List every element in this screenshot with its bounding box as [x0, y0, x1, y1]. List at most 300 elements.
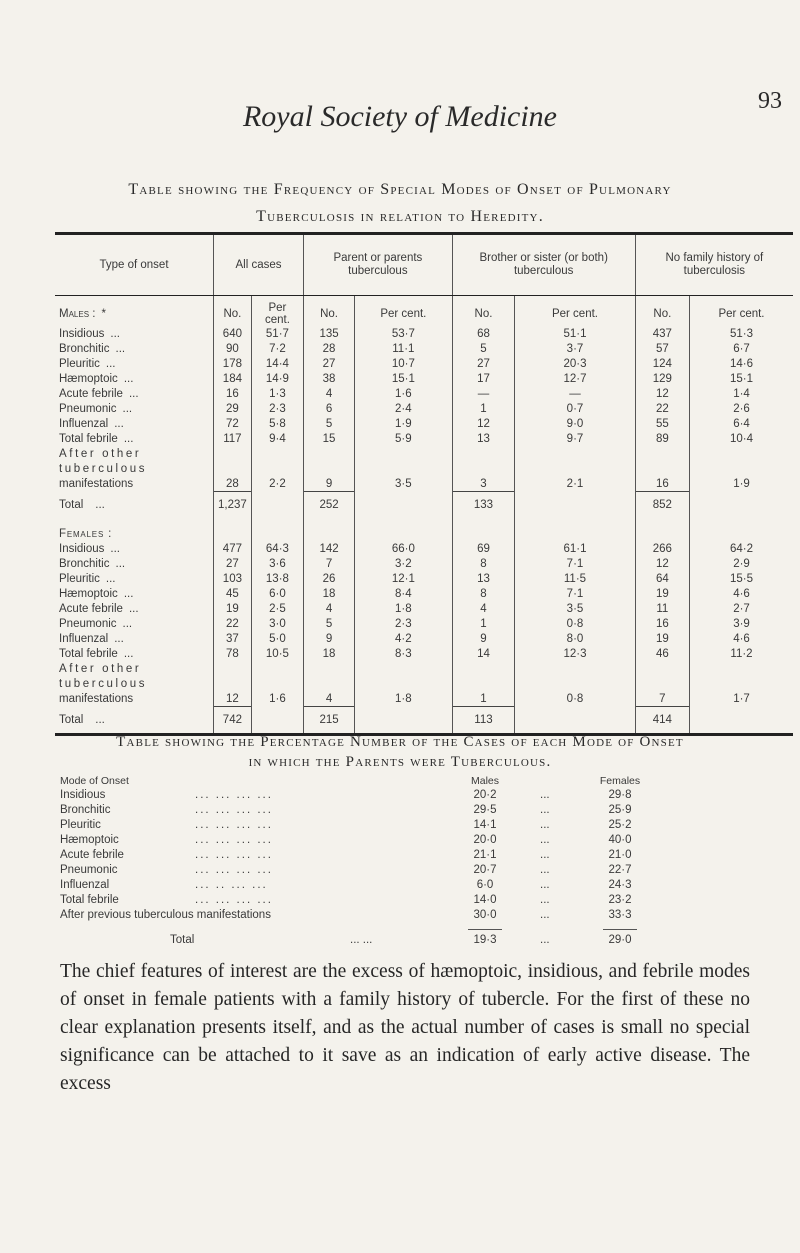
percentage-row-label: Hæmoptoic — [60, 834, 119, 846]
table-row — [55, 386, 793, 401]
percentage-row-dots: ... — [540, 849, 550, 861]
table-cell: 8·0 — [515, 631, 635, 646]
table-cell: 15 — [304, 431, 355, 446]
subheader-row — [55, 296, 793, 327]
table-cell: 61·1 — [515, 541, 635, 556]
row-label — [55, 401, 214, 416]
row-label-text: Pleuritic — [59, 357, 100, 370]
females-label: Females : — [59, 527, 113, 540]
table-cell: 9 — [452, 631, 515, 646]
table-cell: 124 — [635, 356, 689, 371]
percentage-row-leader: ... ... ... ... — [195, 819, 273, 831]
table-cell: 6·7 — [690, 341, 794, 356]
table-cell: 9·0 — [515, 416, 635, 431]
row-label — [55, 326, 214, 341]
total-cell: 852 — [635, 492, 689, 519]
table-cell: 1·6 — [251, 691, 303, 707]
table-cell: 12 — [214, 691, 252, 707]
percentage-row-label: Bronchitic — [60, 804, 111, 816]
table-cell: 15·1 — [355, 371, 453, 386]
row-label — [55, 431, 214, 446]
percentage-row-dots: ... — [540, 834, 550, 846]
row-label-dots: ... — [123, 372, 134, 385]
table-cell: 11·2 — [690, 646, 794, 661]
table-cell: 178 — [214, 356, 252, 371]
table-cell — [515, 461, 635, 476]
table-cell: 1 — [452, 616, 515, 631]
table-row — [55, 691, 793, 707]
percentage-row-males: 21·1 — [473, 849, 497, 861]
table-cell: 8 — [452, 586, 515, 601]
table-cell: 10·4 — [690, 431, 794, 446]
table-cell — [214, 461, 252, 476]
table-cell: 142 — [304, 541, 355, 556]
percentage-row — [60, 878, 740, 893]
table-cell: 1·9 — [690, 476, 794, 492]
table-cell: 6 — [304, 401, 355, 416]
table-cell: 184 — [214, 371, 252, 386]
row-label-dots: ... — [123, 587, 134, 600]
percentage-row — [60, 863, 740, 878]
table-cell: 0·8 — [515, 616, 635, 631]
head-females: Females — [599, 775, 641, 787]
table-cell: 3·7 — [515, 341, 635, 356]
table-cell: 6·4 — [690, 416, 794, 431]
percentage-row-label: Influenzal — [60, 879, 110, 891]
row-label-text: Acute febrile — [59, 387, 123, 400]
percentage-total-row — [60, 933, 740, 948]
table-cell: 2·4 — [355, 401, 453, 416]
row-label — [55, 541, 214, 556]
total-empty — [251, 707, 303, 735]
row-label-dots: ... — [128, 602, 139, 615]
row-label-text: Insidious — [59, 542, 105, 555]
percentage-row-females: 33·3 — [608, 909, 632, 921]
row-label-dots: ... — [123, 647, 134, 660]
row-label-l3: manifestations — [59, 692, 134, 705]
percentage-row-females: 29·8 — [608, 789, 632, 801]
table-cell: 18 — [304, 646, 355, 661]
percentage-row — [60, 833, 740, 848]
total-label-text: Total — [59, 498, 84, 511]
percentage-row-males: 14·0 — [473, 894, 497, 906]
table-cell — [452, 676, 515, 691]
row-label-dots: ... — [115, 342, 126, 355]
males-label: Males : — [59, 308, 96, 320]
row-label — [55, 556, 214, 571]
table-cell: 117 — [214, 431, 252, 446]
section-empty — [452, 518, 515, 541]
subheader-per-cent: Per cent. — [355, 296, 453, 327]
table-cell — [304, 676, 355, 691]
row-label — [55, 341, 214, 356]
table-cell: 3 — [452, 476, 515, 492]
table-row — [55, 556, 793, 571]
row-label-text: Pneumonic — [59, 617, 117, 630]
table-cell — [251, 676, 303, 691]
table-cell: 37 — [214, 631, 252, 646]
percentage-row-dots: ... — [540, 804, 550, 816]
table-cell: 437 — [635, 326, 689, 341]
percentage-row-dots: ... — [540, 789, 550, 801]
total-empty — [355, 707, 453, 735]
table-cell: 9 — [304, 631, 355, 646]
table2-caption — [0, 732, 800, 772]
row-label-text: Bronchitic — [59, 342, 110, 355]
males-mark: * — [101, 308, 106, 320]
table-cell: 12·3 — [515, 646, 635, 661]
table-cell: 9 — [304, 476, 355, 492]
percentage-row-leader: ... ... ... ... — [195, 849, 273, 861]
table-row — [55, 601, 793, 616]
table-cell: 129 — [635, 371, 689, 386]
percentage-row-label: Insidious — [60, 789, 106, 801]
table-cell — [251, 446, 303, 461]
percentage-row-leader: ... ... ... ... — [195, 894, 273, 906]
percentage-row-females: 21·0 — [608, 849, 632, 861]
row-label — [55, 386, 214, 401]
table-cell: 7·2 — [251, 341, 303, 356]
table-cell: 51·7 — [251, 326, 303, 341]
table-cell — [635, 446, 689, 461]
table-cell: 11·1 — [355, 341, 453, 356]
females-total-rule — [603, 929, 637, 930]
table-row — [55, 646, 793, 661]
table-row — [55, 416, 793, 431]
table-cell: 72 — [214, 416, 252, 431]
table-cell: 4·2 — [355, 631, 453, 646]
percentage-row-males: 30·0 — [473, 909, 497, 921]
percentage-row-males: 14·1 — [473, 819, 497, 831]
table-cell: 27 — [214, 556, 252, 571]
table-row — [55, 326, 793, 341]
percentage-row-label: Acute febrile — [60, 849, 124, 861]
table-cell: — — [452, 386, 515, 401]
table2-caption-line1: Table showing the Percentage Number of the Cases of each Mode of Onset — [116, 734, 684, 750]
table-cell — [355, 676, 453, 691]
table-row — [55, 631, 793, 646]
table-cell: 3·5 — [515, 601, 635, 616]
percentage-row-males: 29·5 — [473, 804, 497, 816]
row-label-dots: ... — [122, 402, 133, 415]
percentage-row-males: 20·0 — [473, 834, 497, 846]
percentage-row-label: Pleuritic — [60, 819, 101, 831]
percentage-row-males: 6·0 — [476, 879, 494, 891]
total-cell: 1,237 — [214, 492, 252, 519]
table-cell: 5·9 — [355, 431, 453, 446]
total-row — [55, 492, 793, 519]
percentage-row-label: Pneumonic — [60, 864, 118, 876]
table-cell: 12 — [635, 386, 689, 401]
table-cell: 640 — [214, 326, 252, 341]
percentage-row-males: 20·7 — [473, 864, 497, 876]
row-label-text: Influenzal — [59, 632, 109, 645]
percentage-row — [60, 848, 740, 863]
head-males: Males — [470, 775, 499, 787]
table-cell — [304, 461, 355, 476]
table-cell: 17 — [452, 371, 515, 386]
percentage-row-females: 22·7 — [608, 864, 632, 876]
total-empty — [690, 707, 794, 735]
table-cell: 4 — [304, 691, 355, 707]
table-cell: 0·7 — [515, 401, 635, 416]
row-label-dots: ... — [105, 572, 116, 585]
males-section-label — [55, 296, 214, 327]
table-cell: 103 — [214, 571, 252, 586]
table-cell: 38 — [304, 371, 355, 386]
table-cell: 2·7 — [690, 601, 794, 616]
table-row — [55, 541, 793, 556]
table-cell: 15·5 — [690, 571, 794, 586]
percentage-row — [60, 803, 740, 818]
table-row — [55, 476, 793, 492]
total-cell: 252 — [304, 492, 355, 519]
table-cell: 4 — [304, 601, 355, 616]
row-label-text: Pneumonic — [59, 402, 117, 415]
table-cell: 4 — [452, 601, 515, 616]
table-cell: 16 — [635, 616, 689, 631]
page-number: 93 — [758, 88, 782, 114]
table-cell: 3·9 — [690, 616, 794, 631]
table-cell: 13 — [452, 431, 515, 446]
total-empty — [515, 492, 635, 519]
table-cell: 11 — [635, 601, 689, 616]
table-cell: 1 — [452, 691, 515, 707]
table-cell: 4·6 — [690, 631, 794, 646]
table-cell: 6·0 — [251, 586, 303, 601]
percentage-row-label: Total febrile — [60, 894, 119, 906]
percentage-row-females: 24·3 — [608, 879, 632, 891]
row-label-dots: ... — [105, 357, 116, 370]
table-cell: 5·8 — [251, 416, 303, 431]
total-empty — [515, 707, 635, 735]
table-cell: 7·1 — [515, 586, 635, 601]
section-empty — [515, 518, 635, 541]
table-cell: 1·4 — [690, 386, 794, 401]
table-cell: 14 — [452, 646, 515, 661]
table-cell: 45 — [214, 586, 252, 601]
table-cell: 8 — [452, 556, 515, 571]
table-cell: 10·7 — [355, 356, 453, 371]
table-cell: 51·1 — [515, 326, 635, 341]
table-cell: 4·6 — [690, 586, 794, 601]
running-title: Royal Society of Medicine — [242, 100, 558, 133]
table-cell: 1·9 — [355, 416, 453, 431]
table-cell: 3·0 — [251, 616, 303, 631]
table-cell: 2·1 — [515, 476, 635, 492]
table-row — [55, 571, 793, 586]
table-cell: 7 — [304, 556, 355, 571]
body-paragraph: The chief features of interest are the excess of hæmoptoic, insidious, and febrile modes of onset in female patients with a family history of tubercle. For the first of these no clear explanation presents itself, and as the actual number of cases is small no special significance can be attached to it save as an indication of early active disease. The excess — [60, 961, 750, 1094]
table-cell: 3·6 — [251, 556, 303, 571]
table-cell: 10·5 — [251, 646, 303, 661]
col-all-cases: All cases — [214, 234, 304, 296]
percentage-row-dots: ... — [540, 894, 550, 906]
table-cell — [690, 446, 794, 461]
percentage-row — [60, 908, 740, 923]
table-cell: 29 — [214, 401, 252, 416]
table-cell — [515, 676, 635, 691]
table-cell — [214, 676, 252, 691]
row-label-text: Hæmoptoic — [59, 372, 118, 385]
table1-caption — [0, 176, 800, 230]
total-cell: 414 — [635, 707, 689, 735]
table-cell — [515, 446, 635, 461]
row-label-text: Acute febrile — [59, 602, 123, 615]
percentage-row-label: After previous tuberculous manifestations — [60, 909, 271, 921]
total-cell: 742 — [214, 707, 252, 735]
row-label-dots: ... — [114, 417, 124, 430]
total-row — [55, 707, 793, 735]
table-cell: 1·8 — [355, 691, 453, 707]
total-label-dots: ... — [95, 713, 105, 726]
head-mode-of-onset: Mode of Onset — [60, 775, 129, 787]
table-cell: 28 — [304, 341, 355, 356]
table-cell: 5·0 — [251, 631, 303, 646]
table2-caption-line2: in which the Parents were Tuberculous. — [248, 754, 552, 770]
table-cell: 22 — [214, 616, 252, 631]
table-cell: 89 — [635, 431, 689, 446]
section-empty — [251, 518, 303, 541]
row-label — [55, 571, 214, 586]
row-label-text: Insidious — [59, 327, 105, 340]
section-empty — [690, 518, 794, 541]
percentage-total-males: 19·3 — [473, 934, 497, 946]
row-label-l1: After other — [59, 662, 142, 675]
table-cell: 1·6 — [355, 386, 453, 401]
table-cell — [690, 676, 794, 691]
table-cell: 55 — [635, 416, 689, 431]
row-label-dots: ... — [110, 327, 120, 340]
total-empty — [690, 492, 794, 519]
row-label-text: Total febrile — [59, 432, 118, 445]
total-cell: 113 — [452, 707, 515, 735]
table-cell: 15·1 — [690, 371, 794, 386]
table-cell — [635, 661, 689, 676]
table-cell — [690, 461, 794, 476]
table-cell: 1 — [452, 401, 515, 416]
table-cell: 16 — [214, 386, 252, 401]
table-cell — [515, 661, 635, 676]
total-empty — [355, 492, 453, 519]
table-cell: 8·3 — [355, 646, 453, 661]
row-label — [55, 631, 214, 646]
row-label — [55, 646, 214, 661]
table-cell: 53·7 — [355, 326, 453, 341]
table-row — [55, 586, 793, 601]
percentage-row-leader: ... .. ... ... — [195, 879, 268, 891]
table-cell: 266 — [635, 541, 689, 556]
page-header — [0, 88, 800, 140]
table-cell: 4 — [304, 386, 355, 401]
table-row — [55, 371, 793, 386]
row-label — [55, 586, 214, 601]
table-row — [55, 341, 793, 356]
table-row — [55, 461, 793, 476]
table-cell: 5 — [304, 616, 355, 631]
percentage-row-females: 23·2 — [608, 894, 632, 906]
row-label-l1: After other — [59, 447, 142, 460]
percentage-row-dots: ... — [540, 819, 550, 831]
table-cell: 477 — [214, 541, 252, 556]
table1-caption-line1: Table showing the Frequency of Special Modes of Onset of Pulmonary — [128, 181, 672, 198]
table-row — [55, 446, 793, 461]
table-cell: 90 — [214, 341, 252, 356]
percentage-row-dots: ... — [540, 879, 550, 891]
table-cell — [355, 661, 453, 676]
percentage-row — [60, 788, 740, 803]
percentage-row-males: 20·2 — [473, 789, 497, 801]
col-sibling-tuberculous: Brother or sister (or both) tuberculous — [452, 234, 635, 296]
table-cell — [214, 446, 252, 461]
table-cell: 13 — [452, 571, 515, 586]
table-cell: 64·3 — [251, 541, 303, 556]
table-cell: 12 — [452, 416, 515, 431]
frequency-table-body — [55, 296, 793, 735]
percentage-row-females: 40·0 — [608, 834, 632, 846]
females-section-row — [55, 518, 793, 541]
table-cell: 14·9 — [251, 371, 303, 386]
subheader-per-cent: Per cent. — [690, 296, 794, 327]
percentage-table-body — [60, 788, 740, 923]
table-cell: 8·4 — [355, 586, 453, 601]
subheader-no: No. — [304, 296, 355, 327]
table-cell: 2·3 — [355, 616, 453, 631]
table-cell: 18 — [304, 586, 355, 601]
row-label-l2: tuberculous — [59, 462, 148, 475]
table-cell — [452, 661, 515, 676]
table-header-row — [55, 234, 793, 296]
row-label-dots: ... — [122, 617, 133, 630]
table1-caption-line2: Tuberculosis in relation to Heredity. — [256, 208, 544, 225]
percentage-row-dots: ... — [540, 909, 550, 921]
table-row — [55, 431, 793, 446]
percentage-total-label: Total — [170, 934, 195, 946]
row-label — [55, 356, 214, 371]
subheader-no: No. — [214, 296, 252, 327]
percentage-row-leader: ... ... ... ... — [195, 804, 273, 816]
table-cell: 14·4 — [251, 356, 303, 371]
subheader-no: No. — [452, 296, 515, 327]
males-total-rule — [468, 929, 502, 930]
row-label-text: Influenzal — [59, 417, 109, 430]
table-cell: 1·3 — [251, 386, 303, 401]
col-type-of-onset: Type of onset — [55, 234, 214, 296]
row-label — [55, 416, 214, 431]
frequency-table — [55, 232, 793, 736]
table-cell — [690, 661, 794, 676]
subheader-per-cent: Per cent. — [515, 296, 635, 327]
row-label-text: Bronchitic — [59, 557, 110, 570]
table-cell: 9·7 — [515, 431, 635, 446]
row-label-dots: ... — [123, 432, 134, 445]
table-row — [55, 356, 793, 371]
percentage-row-leader: ... ... ... ... — [195, 864, 273, 876]
percentage-total-females: 29·0 — [608, 934, 632, 946]
table-cell: 22 — [635, 401, 689, 416]
col-no-family-history: No family history of tuberculosis — [635, 234, 793, 296]
row-label — [55, 371, 214, 386]
percentage-row-females: 25·2 — [608, 819, 632, 831]
total-label — [55, 707, 214, 735]
table-cell: 1·7 — [690, 691, 794, 707]
table-cell: 2·2 — [251, 476, 303, 492]
table-cell: 11·5 — [515, 571, 635, 586]
table-cell — [304, 446, 355, 461]
table-cell: 66·0 — [355, 541, 453, 556]
table-cell: 64·2 — [690, 541, 794, 556]
col-parent-tuberculous: Parent or parents tuberculous — [304, 234, 453, 296]
